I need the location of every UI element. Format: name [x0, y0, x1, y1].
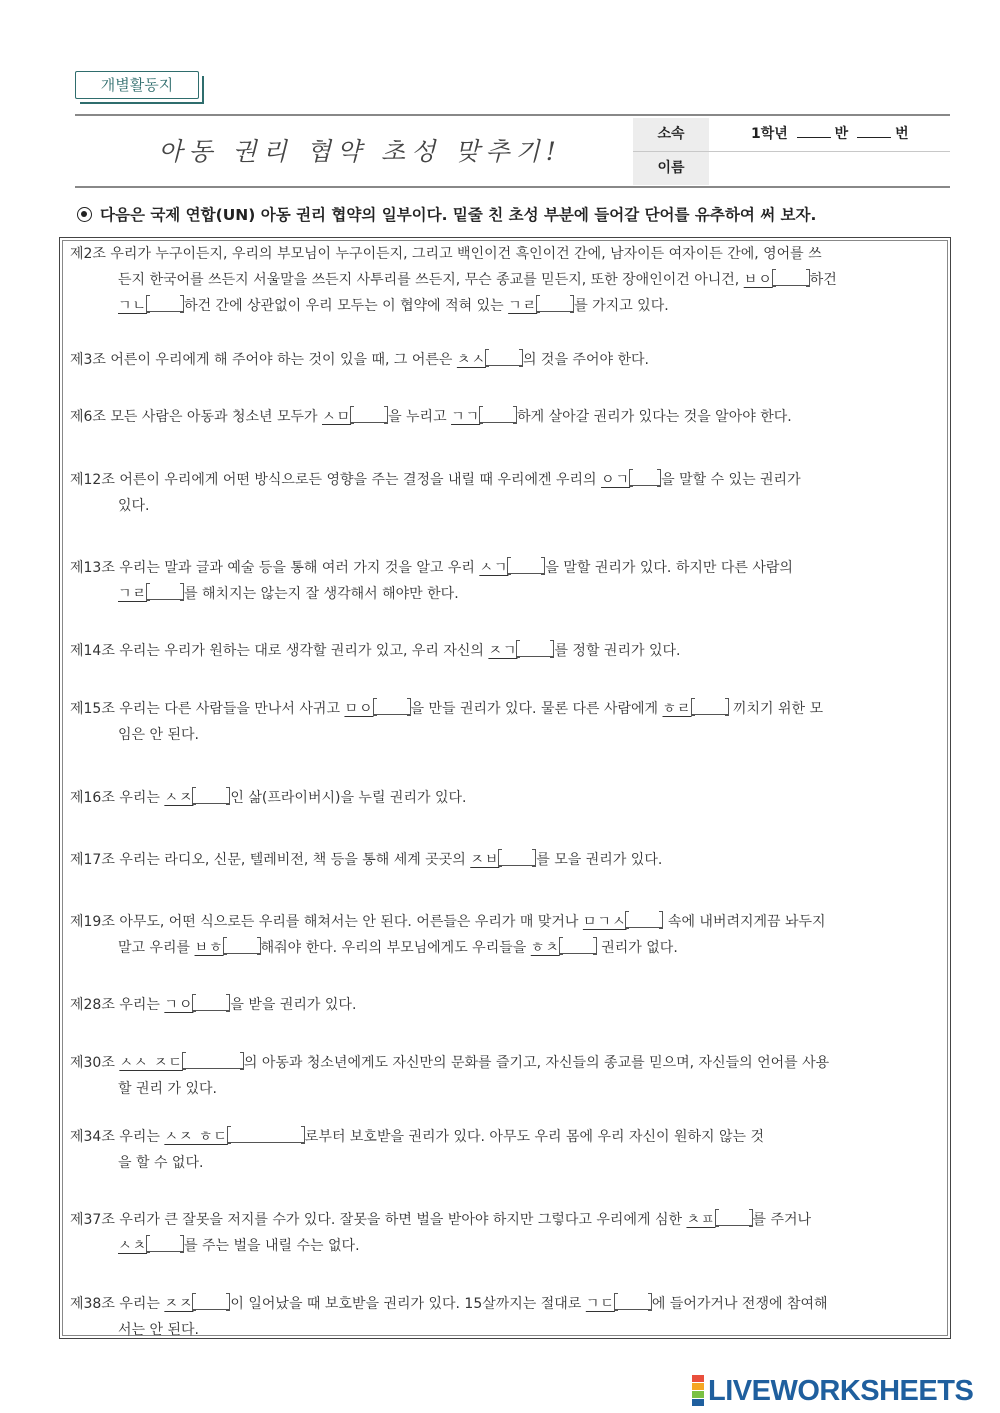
- article-text: 있다.: [118, 498, 150, 514]
- name-label: 이름: [633, 152, 709, 185]
- article-text: 하건 간에 상관없이 우리 모두는 이 협약에 적혀 있는: [184, 298, 509, 314]
- article-item: [70, 847, 942, 873]
- answer-blank-input[interactable]: [486, 351, 522, 366]
- initial-consonant-hint: ㅁㅇ: [344, 701, 374, 717]
- article-text: 제28조 우리는: [70, 997, 165, 1013]
- article-text: 인 삶(프라이버시)을 누릴 권리가 있다.: [230, 790, 467, 806]
- initial-consonant-hint: ㅈㅈ: [164, 1296, 194, 1312]
- article-text: 하건: [809, 272, 837, 288]
- initial-consonant-hint: ㄱㄴ: [118, 298, 148, 314]
- article-text: 제13조 우리는 말과 글과 예술 등을 통해 여러 가지 것을 알고 우리: [70, 560, 480, 576]
- article-line: [70, 1317, 942, 1343]
- answer-blank-input[interactable]: [626, 913, 662, 928]
- article-line: [70, 581, 942, 607]
- article-text: 을 말할 권리가 있다. 하지만 다른 사람의: [545, 560, 793, 576]
- article-item: [70, 992, 942, 1018]
- article-line: [70, 347, 942, 373]
- article-item: [70, 1291, 942, 1343]
- article-text: 을 말할 수 있는 권리가: [661, 472, 801, 488]
- article-line: [70, 493, 942, 519]
- number-blank[interactable]: [857, 123, 891, 138]
- article-item: [70, 347, 942, 373]
- affiliation-label: 소속: [633, 118, 709, 151]
- answer-blank-input[interactable]: [147, 297, 183, 312]
- article-text: 제37조 우리가 큰 잘못을 저지를 수가 있다. 잘못을 하면 벌을 받아야 하지만 그렇다고 우리에게 심한: [70, 1212, 687, 1228]
- bullet-icon: [77, 207, 92, 222]
- initial-consonant-hint: ㄱㄹ: [508, 298, 538, 314]
- article-number: 제30조: [70, 1055, 120, 1071]
- article-line: [70, 1291, 942, 1317]
- article-text: 해줘야 한다. 우리의 부모님에게도 우리들을: [260, 940, 531, 956]
- article-text: 말고 우리를: [118, 940, 195, 956]
- name-field[interactable]: [751, 152, 941, 185]
- article-text: 를 해치지는 않는지 잘 생각해서 해야만 한다.: [184, 586, 459, 602]
- article-text: 을 받을 권리가 있다.: [230, 997, 357, 1013]
- article-item: [70, 909, 942, 961]
- article-line: [70, 1150, 942, 1176]
- answer-blank-input[interactable]: [560, 939, 596, 954]
- initial-consonant-hint: ㄱㄹ: [118, 586, 148, 602]
- number-text: 번: [895, 126, 909, 142]
- answer-blank-input[interactable]: [692, 700, 728, 715]
- article-text: 하게 살아갈 권리가 있다는 것을 알아야 한다.: [517, 409, 792, 425]
- article-item: [70, 404, 942, 430]
- article-item: [70, 555, 942, 607]
- article-text: 제14조 우리는 우리가 원하는 대로 생각할 권리가 있고, 우리 자신의: [70, 643, 489, 659]
- initial-consonant-hint: ㅅㅁ: [322, 409, 352, 425]
- instruction-text: 다음은 국제 연합(UN) 아동 권리 협약의 일부이다. 밑줄 친 초성 부분에 들어갈 단어를 유추하여 써 보자.: [100, 206, 817, 224]
- article-item: [70, 467, 942, 519]
- article-line: [70, 241, 942, 267]
- article-line: [70, 638, 942, 664]
- article-text: 을 할 수 없다.: [118, 1155, 204, 1171]
- initial-consonant-hint: ㅈㅂ: [470, 852, 500, 868]
- article-item: [70, 1124, 942, 1176]
- liveworksheets-logo: [692, 1374, 973, 1408]
- article-item: [70, 638, 942, 664]
- article-item: [70, 1050, 942, 1102]
- article-text: 임은 안 된다.: [118, 727, 199, 743]
- article-text: 제2조 우리가 누구이든지, 우리의 부모님이 누구이든지, 그리고 백인이건 흑인이건 간에, 남자이든 여자이든 간에, 영어를 쓰: [70, 246, 822, 262]
- article-text: 끼치기 위한 모: [728, 701, 824, 717]
- article-line: [70, 1076, 942, 1102]
- article-line: [70, 555, 942, 581]
- answer-blank-input[interactable]: [193, 996, 229, 1011]
- answer-blank-input[interactable]: [193, 1295, 229, 1310]
- header-top-rule: [75, 114, 950, 116]
- article-text: 를 정할 권리가 있다.: [554, 643, 681, 659]
- article-text: 할 권리 가 있다.: [118, 1081, 217, 1097]
- initial-consonant-hint: ㅂㅇ: [743, 272, 773, 288]
- article-item: [70, 241, 942, 319]
- initial-consonant-hint: ㅅㄱ: [479, 560, 509, 576]
- article-text: 의 아동과 청소년에게도 자신만의 문화를 즐기고, 자신들의 종교를 믿으며, 자신들의 언어를 사용: [243, 1055, 830, 1071]
- article-line: [70, 909, 942, 935]
- article-line: [70, 992, 942, 1018]
- article-item: [70, 1207, 942, 1259]
- article-line: [70, 293, 942, 319]
- class-text: 반: [834, 126, 849, 142]
- affiliation-row: [633, 118, 950, 151]
- article-text: 제15조 우리는 다른 사람들을 만나서 사귀고: [70, 701, 345, 717]
- article-text: 제3조 어른이 우리에게 해 주어야 하는 것이 있을 때, 그 어른은: [70, 352, 457, 368]
- initial-consonant-hint: ㅅㅈ ㅎㄷ: [164, 1129, 228, 1145]
- article-line: [70, 847, 942, 873]
- article-line: [70, 785, 942, 811]
- initial-consonant-hint: ㄱㄷ: [585, 1296, 615, 1312]
- article-text: 를 주는 벌을 내릴 수는 없다.: [184, 1238, 360, 1254]
- article-line: [70, 1233, 942, 1259]
- article-line: [70, 935, 942, 961]
- answer-blank-input[interactable]: [228, 1128, 304, 1143]
- article-line: [70, 404, 942, 430]
- page-title: 아동 권리 협약 초성 맞추기!: [158, 137, 562, 166]
- header-bottom-rule: [75, 186, 950, 188]
- article-text: 을 누리고: [388, 409, 452, 425]
- answer-blank-input[interactable]: [630, 471, 660, 486]
- logo-mark-icon: [692, 1375, 704, 1407]
- article-text: 서는 안 된다.: [118, 1322, 199, 1338]
- article-item: [70, 785, 942, 811]
- article-text: 제12조 어른이 우리에게 어떤 방식으로든 영향을 주는 결정을 내릴 때 우리에겐 우리의: [70, 472, 602, 488]
- article-text: 의 것을 주어야 한다.: [522, 352, 649, 368]
- logo-text: LIVEWORKSHEETS: [708, 1374, 974, 1407]
- article-line: [70, 696, 942, 722]
- answer-blank-input[interactable]: [351, 408, 387, 423]
- answer-blank-input[interactable]: [716, 1211, 752, 1226]
- article-text: 제34조 우리는: [70, 1129, 165, 1145]
- initial-consonant-hint: ㅎㅊ: [530, 940, 560, 956]
- affiliation-value[interactable]: [751, 118, 909, 151]
- article-text: 에 들어가거나 전쟁에 참여해: [651, 1296, 828, 1312]
- initial-consonant-hint: ㅅㅊ: [118, 1238, 148, 1254]
- answer-blank-input[interactable]: [193, 789, 229, 804]
- initial-consonant-hint: ㅇㄱ: [601, 472, 631, 488]
- initial-consonant-hint: ㅊㅅ: [456, 352, 486, 368]
- article-text: 제16조 우리는: [70, 790, 165, 806]
- initial-consonant-hint: ㄱㅇ: [164, 997, 194, 1013]
- answer-blank-input[interactable]: [499, 851, 535, 866]
- article-text: 제6조 모든 사람은 아동과 청소년 모두가: [70, 409, 322, 425]
- article-text: 이 일어났을 때 보호받을 권리가 있다. 15살까지는 절대로: [230, 1296, 586, 1312]
- worksheet-type-tag: 개별활동지: [75, 71, 199, 99]
- initial-consonant-hint: ㅅㅈ: [164, 790, 194, 806]
- name-row: [633, 151, 950, 185]
- class-blank[interactable]: [797, 123, 831, 138]
- article-line: [70, 1050, 942, 1076]
- student-info-table: [633, 118, 950, 185]
- article-line: [70, 1207, 942, 1233]
- article-line: [70, 467, 942, 493]
- answer-blank-input[interactable]: [508, 559, 544, 574]
- article-line: [70, 1124, 942, 1150]
- instruction: [77, 203, 957, 225]
- article-text: 를 가지고 있다.: [574, 298, 669, 314]
- article-text: 든지 한국어를 쓰든지 서울말을 쓰든지 사투리를 쓰든지, 무슨 종교를 믿든지, 또한 장애인이건 아니건,: [118, 272, 744, 288]
- initial-consonant-hint: ㅂㅎ: [194, 940, 224, 956]
- initial-consonant-hint: ㅅㅅ ㅈㄷ: [119, 1055, 183, 1071]
- article-line: [70, 722, 942, 748]
- article-text: 권리가 없다.: [596, 940, 678, 956]
- answer-blank-input[interactable]: [147, 1237, 183, 1252]
- answer-blank-input[interactable]: [537, 297, 573, 312]
- article-line: [70, 267, 942, 293]
- answer-blank-input[interactable]: [480, 408, 516, 423]
- initial-consonant-hint: ㄱㄱ: [451, 409, 481, 425]
- initial-consonant-hint: ㅎㄹ: [662, 701, 692, 717]
- article-text: 를 주거나: [752, 1212, 812, 1228]
- article-text: 를 모을 권리가 있다.: [536, 852, 663, 868]
- answer-blank-input[interactable]: [615, 1295, 651, 1310]
- answer-blank-input[interactable]: [517, 642, 553, 657]
- initial-consonant-hint: ㅁㄱㅅ: [582, 914, 627, 930]
- grade-text: 1학년: [751, 126, 788, 142]
- article-text: 로부터 보호받을 권리가 있다. 아무도 우리 몸에 우리 자신이 원하지 않는 것: [304, 1129, 765, 1145]
- answer-blank-input[interactable]: [147, 585, 183, 600]
- initial-consonant-hint: ㅊㅍ: [686, 1212, 716, 1228]
- article-text: 속에 내버려지게끔 놔두지: [663, 914, 826, 930]
- article-text: 제38조 우리는: [70, 1296, 165, 1312]
- answer-blank-input[interactable]: [773, 271, 809, 286]
- answer-blank-input[interactable]: [183, 1054, 243, 1069]
- initial-consonant-hint: ㅈㄱ: [488, 643, 518, 659]
- article-item: [70, 696, 942, 748]
- article-text: 을 만들 권리가 있다. 물론 다른 사람에게: [410, 701, 663, 717]
- answer-blank-input[interactable]: [224, 939, 260, 954]
- article-text: 제19조 아무도, 어떤 식으로든 우리를 해쳐서는 안 된다. 어른들은 우리가 매 맞거나: [70, 914, 583, 930]
- answer-blank-input[interactable]: [374, 700, 410, 715]
- article-text: 제17조 우리는 라디오, 신문, 텔레비전, 책 등을 통해 세계 곳곳의: [70, 852, 471, 868]
